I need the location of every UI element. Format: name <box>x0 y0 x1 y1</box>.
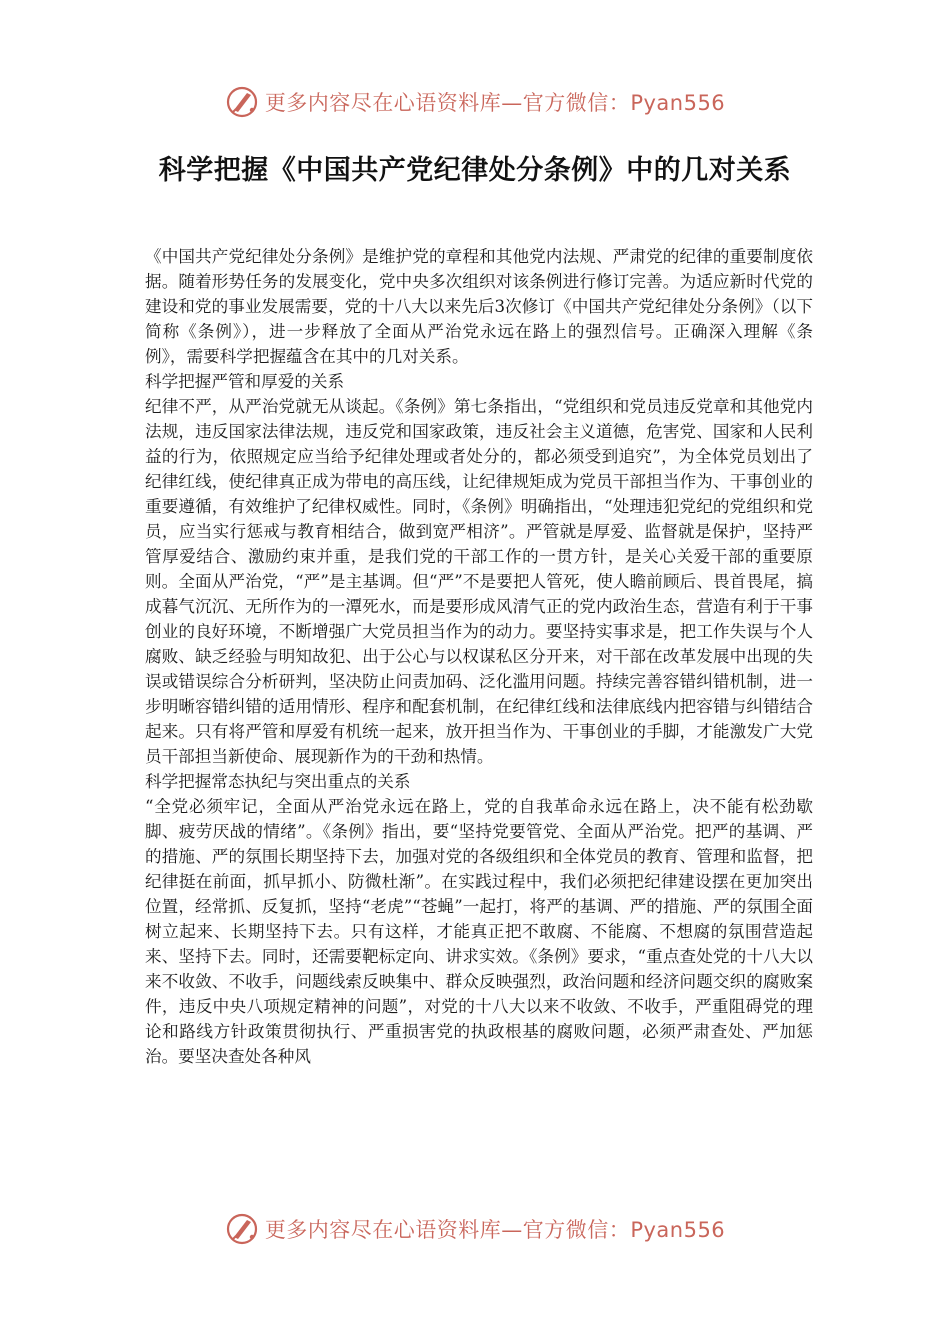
document-title: 科学把握《中国共产党纪律处分条例》中的几对关系 <box>158 155 792 186</box>
paragraph-intro: 《中国共产党纪律处分条例》是维护党的章程和其他党内法规、严肃党的纪律的重要制度依据。随着形势任务的发展变化，党中央多次组织对该条例进行修订完善。为适应新时代党的建设和党的事业发展需要，党的十八大以来先后3次修订《中国共产党纪律处分条例》（以下简称《条例》），进一步释放了全面从严治党永远在路上的强烈信号。正确深入理解《条例》，需要科学把握蕴含在其中的几对关系。 <box>145 247 813 366</box>
paragraph-section-1: 纪律不严，从严治党就无从谈起。《条例》第七条指出，“党组织和党员违反党章和其他党内法规，违反国家法律法规，违反党和国家政策，违反社会主义道德，危害党、国家和人民利益的行为，依照规定应当给予纪律处理或者处分的，都必须受到追究”，为全体党员划出了纪律红线，使纪律真正成为带电的高压线，让纪律规矩成为党员干部担当作为、干事创业的重要遵循，有效维护了纪律权威性。同时，《条例》明确指出，“处理违犯党纪的党组织和党员，应当实行惩戒与教育相结合，做到宽严相济”。严管就是厚爱、监督就是保护，坚持严管厚爱结合、激励约束并重，是我们党的干部工作的一贯方针，是关心关爱干部的重要原则。全面从严治党，“严”是主基调。但“严”不是要把人管死，使人瞻前顾后、畏首畏尾，搞成暮气沉沉、无所作为的一潭死水，而是要形成风清气正的党内政治生态，营造有利于干事创业的良好环境，不断增强广大党员担当作为的动力。要坚持实事求是，把工作失误与个人腐败、缺乏经验与明知故犯、出于公心与以权谋私区分开来，对干部在改革发展中出现的失误或错误综合分析研判，坚决防止问责加码、泛化滥用问题。持续完善容错纠错机制，进一步明晰容错纠错的适用情形、程序和配套机制，在纪律红线和法律底线内把容错与纠错结合起来。只有将严管和厚爱有机统一起来，放开担当作为、干事创业的手脚，才能激发广大党员干部担当新使命、展现新作为的干劲和热情。 <box>145 397 813 766</box>
quill-logo-icon <box>225 85 259 119</box>
header-banner <box>0 80 950 124</box>
document-body <box>145 244 813 1069</box>
footer-banner <box>0 1207 950 1251</box>
banner-text: 更多内容尽在心语资料库—官方微信：Pyan556 <box>264 91 726 115</box>
section-heading-1: 科学把握严管和厚爱的关系 <box>145 372 345 391</box>
banner-text: 更多内容尽在心语资料库—官方微信：Pyan556 <box>264 1218 726 1242</box>
paragraph-section-2: “全党必须牢记，全面从严治党永远在路上，党的自我革命永远在路上，决不能有松劲歇脚、疲劳厌战的情绪”。《条例》指出，要“坚持党要管党、全面从严治党。把严的基调、严的措施、严的氛围长期坚持下去，加强对党的各级组织和全体党员的教育、管理和监督，把纪律挺在前面，抓早抓小、防微杜渐”。在实践过程中，我们必须把纪律建设摆在更加突出位置，经常抓、反复抓，坚持“老虎”“苍蝇”一起打，将严的基调、严的措施、严的氛围全面树立起来、长期坚持下去。只有这样，才能真正把不敢腐、不能腐、不想腐的氛围营造起来、坚持下去。同时，还需要靶标定向、讲求实效。《条例》要求，“重点查处党的十八大以来不收敛、不收手，问题线索反映集中、群众反映强烈，政治问题和经济问题交织的腐败案件，违反中央八项规定精神的问题”，对党的十八大以来不收敛、不收手，严重阻碍党的理论和路线方针政策贯彻执行、严重损害党的执政根基的腐败问题，必须严肃查处、严加惩治。要坚决查处各种风 <box>145 797 813 1066</box>
quill-logo-icon <box>225 1212 259 1246</box>
section-heading-2: 科学把握常态执纪与突出重点的关系 <box>145 772 411 791</box>
